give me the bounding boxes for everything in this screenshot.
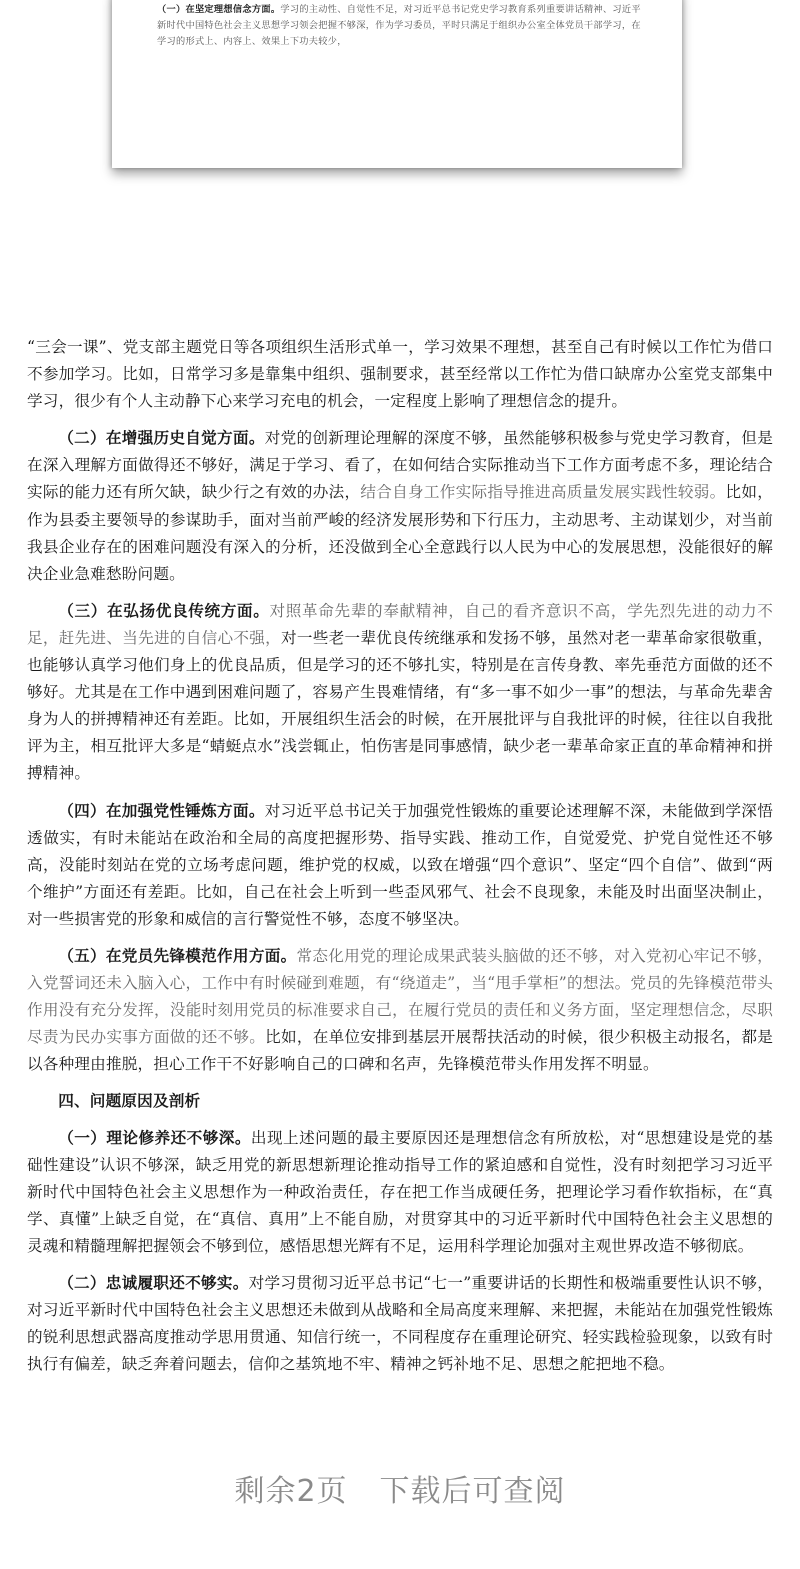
paragraph-history bbox=[27, 424, 773, 588]
section-heading: （二）在增强历史自觉方面。 bbox=[58, 428, 265, 448]
paragraph-loyalty bbox=[27, 1269, 773, 1378]
paragraph-text: 出现上述问题的最主要原因还是理想信念有所放松，对“思想建设是党的基础性建设”认识不够深，缺乏用党的新思想新理论推动指导工作的紧迫感和自觉性，没有时刻把学习习近平新时代中国特色社会主义思想作为一种政治责任，存在把工作当成硬任务，把理论学习看作软指标，在“真学、真懂”上缺乏自觉，在“真信、真用”上不能自励，对贯穿其中的习近平新时代中国特色社会主义思想的灵魂和精髓理解把握领会不够到位，感悟思想光辉有不足，运用科学理论加强对主观世界改造不够彻底。 bbox=[27, 1128, 773, 1255]
section-heading: （一）理论修养还不够深。 bbox=[58, 1127, 251, 1147]
preview-body: 学习的主动性、自觉性不足，对习近平总书记党史学习教育系列重要讲话精神、习近平新时代中国特色社会主义思想学习领会把握不够深，作为学习委员，平时只满足于组织办公室全体党员干部学习，在学习的形式上、内容上、效果上下功夫较少， bbox=[157, 4, 641, 47]
download-prompt[interactable] bbox=[0, 1466, 800, 1510]
paragraph-tradition bbox=[27, 597, 773, 788]
page-preview-card[interactable] bbox=[112, 0, 682, 168]
section-heading: （五）在党员先锋模范作用方面。 bbox=[58, 945, 297, 965]
remaining-pages-label: 剩余2页 bbox=[234, 1474, 348, 1509]
preview-text bbox=[157, 2, 647, 50]
paragraph-text: 对党的创新理论理解的深度不够，虽然能够积极参与党史学习教育，但是在深入理解方面做得还不够好，满足于学习、看了，在如何结合实际推动当下工作方面考虑不多，理论结合实际的能力还有所欠缺，缺少行之有效的办法， bbox=[27, 429, 773, 502]
paragraph-text: 对一些老一辈优良传统继承和发扬不够，虽然对老一辈革命家很敬重，也能够认真学习他们身上的优良品质，但是学习的还不够扎实，特别是在言传身教、率先垂范方面做的还不够好。尤其是在工作中遇到困难问题了，容易产生畏难情绪，有“多一事不如少一事”的想法，与革命先辈舍身为人的拼搏精神还有差距。比如，开展组织生活会的时候，在开展批评与自我批评的时候，往往以自我批评为主，相互批评大多是“蜻蜓点水”浅尝辄止，怕伤害是同事感情，缺少老一辈革命家正直的革命精神和拼搏精神。 bbox=[27, 628, 773, 783]
section-heading: （三）在弘扬优良传统方面。 bbox=[58, 600, 270, 620]
section-heading: （四）在加强党性锤炼方面。 bbox=[58, 800, 265, 820]
paragraph-text: 对照革命先辈的奉献精神，自己的看齐意识不高，学先烈先进的动力不足，赶先进、当先进的自信心不强， bbox=[27, 601, 773, 647]
chapter-heading: 四、问题原因及剖析 bbox=[58, 1091, 201, 1111]
paragraph-text: 比如，作为县委主要领导的参谋助手，面对当前严峻的经济发展形势和下行压力，主动思考、主动谋划少，对当前我县企业存在的困难问题没有深入的分析，还没做到全心全意践行以人民为中心的发展思想，没能很好的解决企业急难愁盼问题。 bbox=[27, 483, 773, 583]
paragraph-text: 常态化用党的理论成果武装头脑做的还不够，对入党初心牢记不够，入党誓词还未入脑入心，工作中有时候碰到难题，有“绕道走”，当“甩手掌柜”的想法。党员的先锋模范带头作用没有充分发挥，没能时刻用党员的标准要求自己，在履行党员的责任和义务方面，坚定理想信念，尽职尽责为民办实事方面做的还不够。 bbox=[27, 946, 773, 1047]
paragraph-text: 对习近平总书记关于加强党性锻炼的重要论述理解不深，未能做到学深悟透做实，有时未能站在政治和全局的高度把握形势、指导实践、推动工作，自觉爱党、护党自觉性还不够高，没能时刻站在党的立场考虑问题，维护党的权威，以致在增强“四个意识”、坚定“四个自信”、做到“两个维护”方面还有差距。比如，自己在社会上听到一些歪风邪气、社会不良现象，未能及时出面坚决制止，对一些损害党的形象和威信的言行警觉性不够，态度不够坚决。 bbox=[27, 801, 773, 928]
paragraph: “三会一课”、党支部主题党日等各项组织生活形式单一，学习效果不理想，甚至自己有时候以工作忙为借口不参加学习。比如，日常学习多是靠集中组织、强制要求，甚至经常以工作忙为借口缺席办公室党支部集中学习，很少有个人主动静下心来学习充电的机会，一定程度上影响了理想信念的提升。 bbox=[27, 338, 773, 411]
paragraph-party-spirit bbox=[27, 797, 773, 933]
paragraph-text: 比如，在单位安排到基层开展帮扶活动的时候，很少积极主动报名，都是以各种理由推脱，担心工作干不好影响自己的口碑和名声，先锋模范带头作用发挥不明显。 bbox=[27, 1028, 773, 1074]
section-heading: （二）忠诚履职还不够实。 bbox=[58, 1273, 249, 1292]
preview-heading: （一）在坚定理想信念方面。 bbox=[157, 4, 281, 15]
paragraph-theory bbox=[27, 1124, 773, 1260]
document-body bbox=[27, 334, 773, 1387]
paragraph-text: 对学习贯彻习近平总书记“七一”重要讲话的长期性和极端重要性认识不够，对习近平新时代中国特色社会主义思想还未做到从战略和全局高度来理解、来把握，未能站在加强党性锻炼的锐利思想武器高度推动学思用贯通、知信行统一，不同程度存在重理论研究、轻实践检验现象，以致有时执行有偏差，缺乏奔着问题去，信仰之基筑地不牢、精神之钙补地不足、思想之舵把地不稳。 bbox=[27, 1274, 773, 1374]
download-to-view-label: 下载后可查阅 bbox=[379, 1474, 566, 1509]
paragraph-text: 结合自身工作实际指导推进高质量发展实践性较弱。 bbox=[360, 483, 726, 502]
paragraph-vanguard bbox=[27, 942, 773, 1078]
